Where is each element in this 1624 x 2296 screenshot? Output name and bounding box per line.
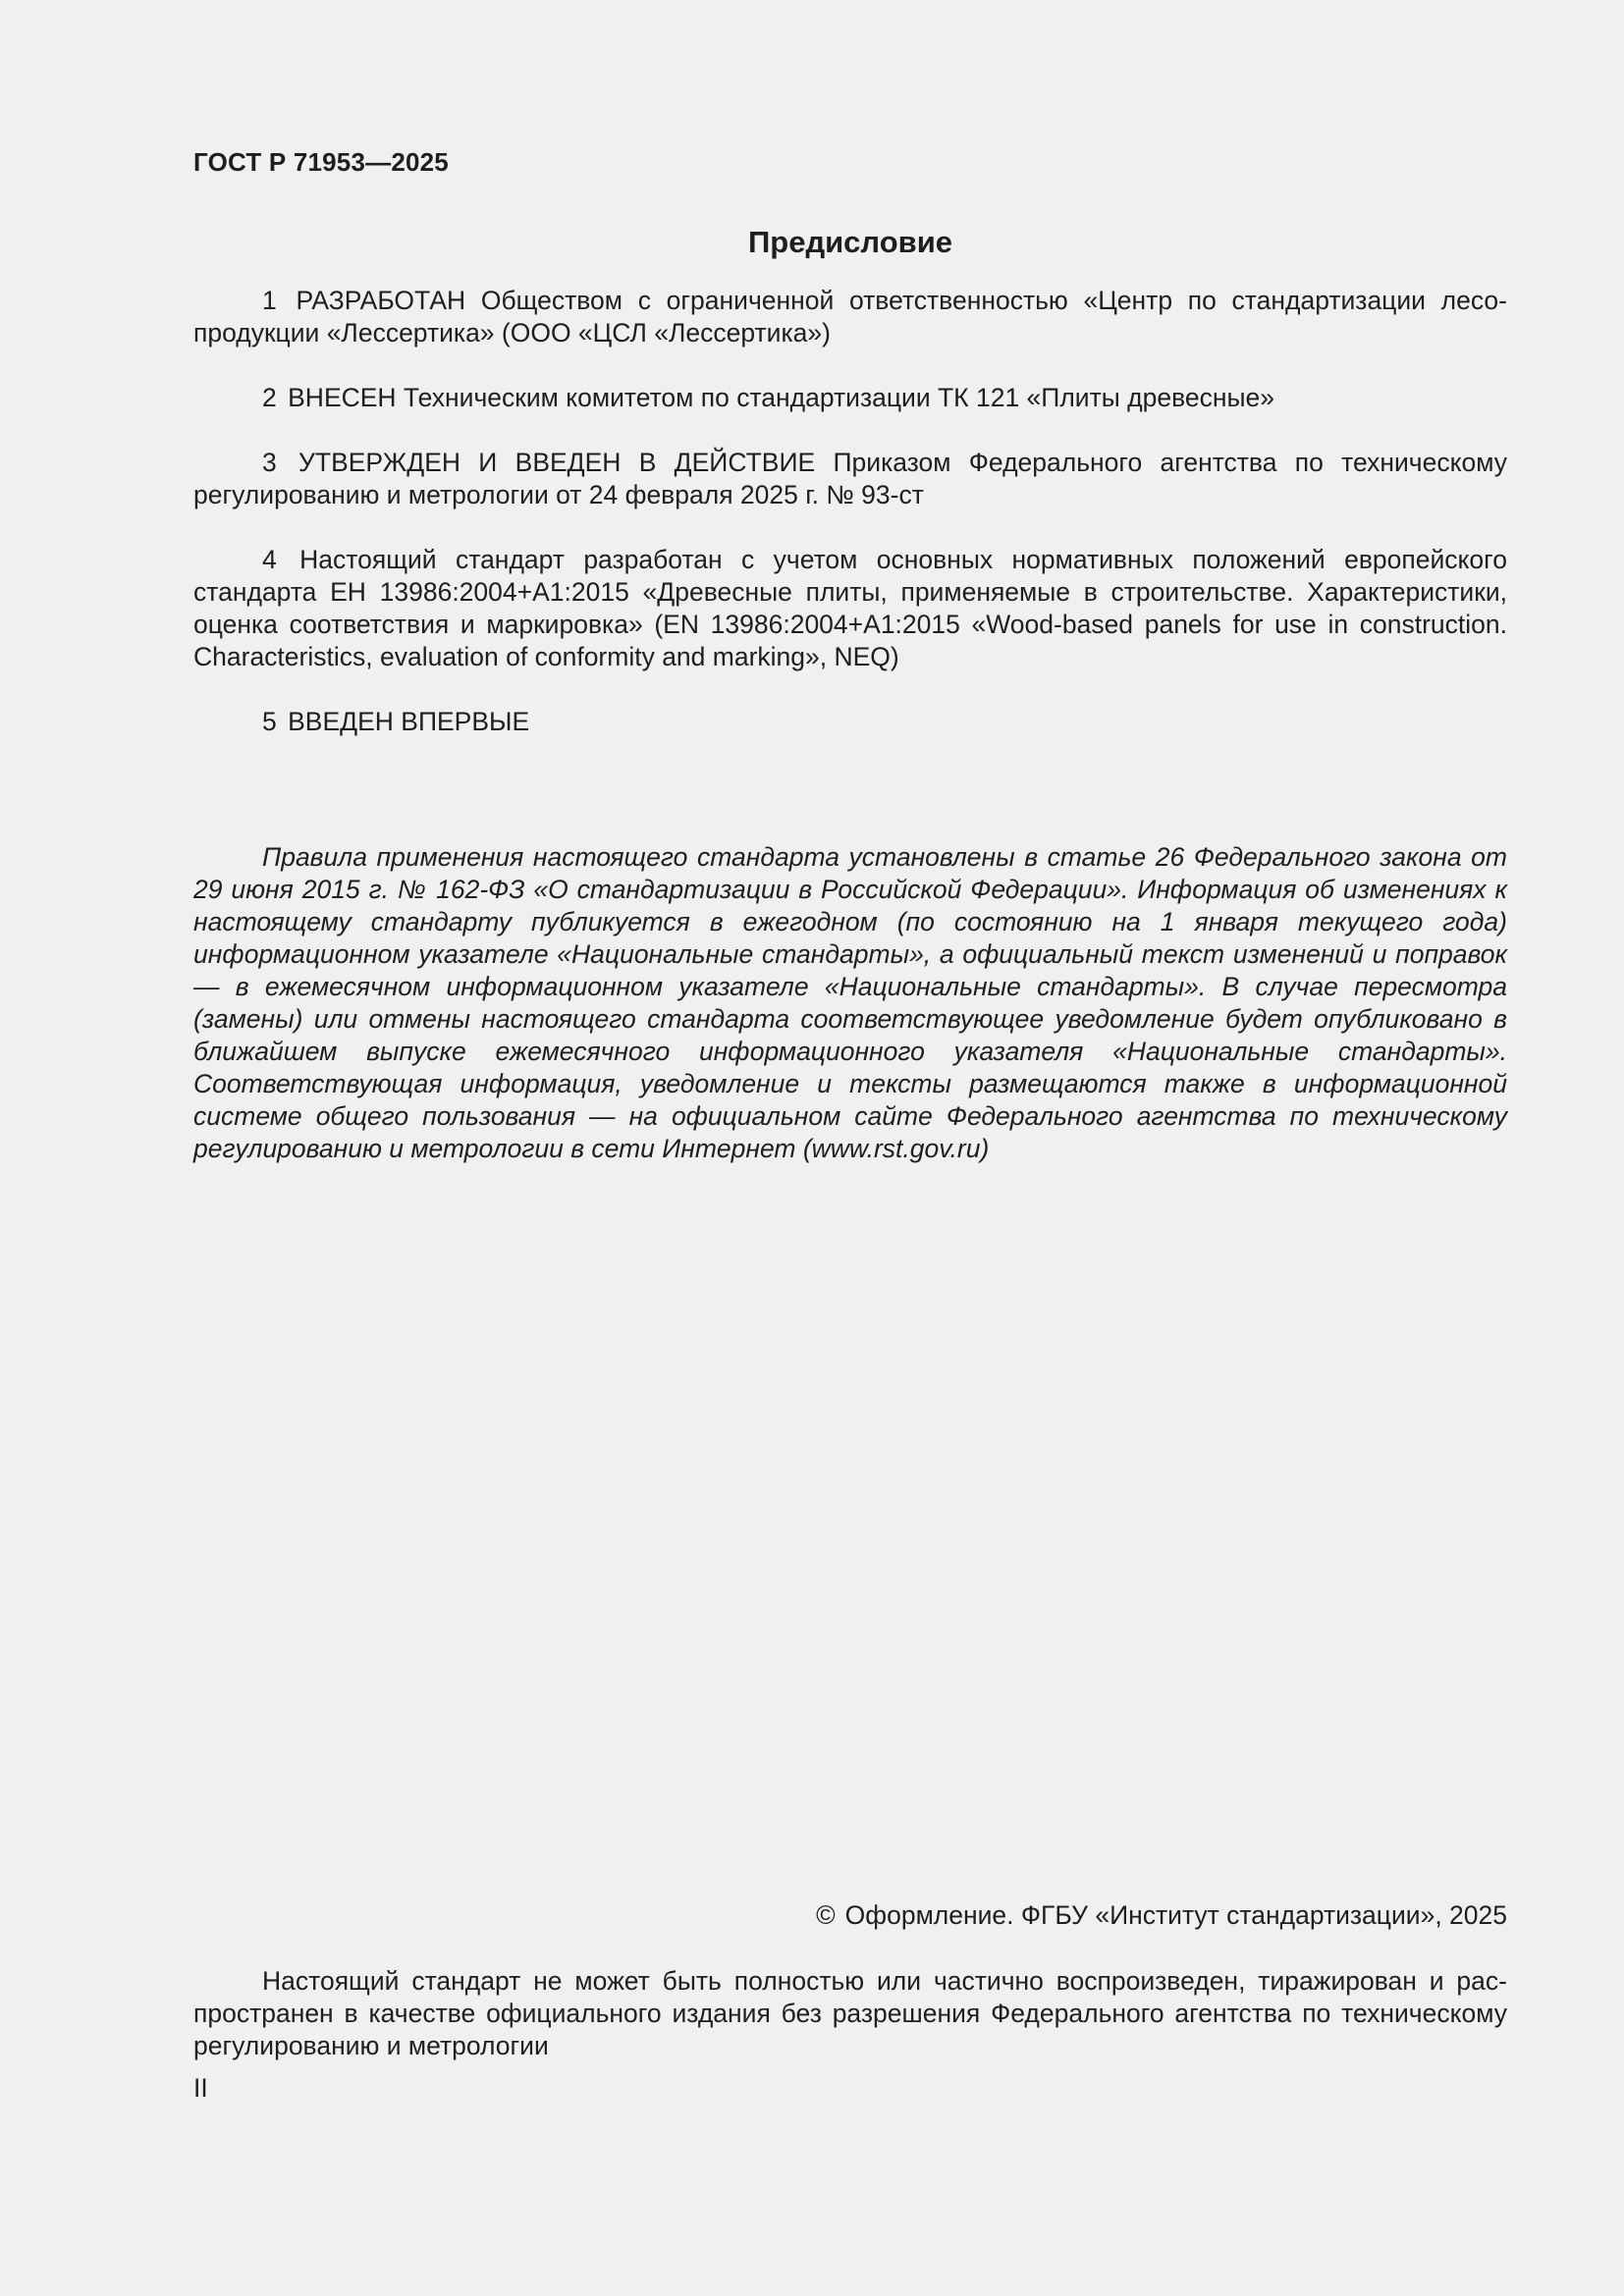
rules-notice: Правила применения настоящего стандарта установлены в статье 26 Федерального закона от 29 июня 2015 г. № 162-ФЗ «О стандартизации в Российской Федерации». Информация об изменениях к настоящему стандарту публикуется в ежегодном (по состоянию на 1 января текущего года) информационном указателе «Национальные стандарты», а официальный текст изменений и поправок — в ежемесячном информационном указателе «Национальные стандарты». В случае пересмотра (замены) или отмены настоящего стандарта соответствующее уведомление будет опубликовано в ближайшем выпуске ежемесячного информационного указателя «Национальные стандарты». Соответствующая информация, уведомление и тексты размещаются также в информационной системе общего пользования — на официальном сайте Федерального агентства по техническому регулированию и метрологии в сети Интернет (www.rst.gov.ru) <box>193 842 1507 1163</box>
item-number: 4 <box>262 545 277 574</box>
page-number: II <box>193 2073 208 2103</box>
preface-items <box>193 285 1507 771</box>
preface-item <box>193 544 1507 673</box>
copyright-line <box>816 1899 1507 1932</box>
item-number: 5 <box>262 707 277 736</box>
item-text: РАЗРАБОТАН Обществом с ограниченной ответственностью «Центр по стандартизации лесопродукции «Лессертика» (ООО «ЦСЛ «Лессертика») <box>193 286 1507 347</box>
preface-item <box>193 285 1507 349</box>
preface-item <box>193 706 1507 738</box>
item-text: ВВЕДЕН ВПЕРВЫЕ <box>288 707 530 736</box>
item-text: Настоящий стандарт разработан с учетом основных нормативных положений европейского стандарта ЕН 13986:2004+А1:2015 «Древесные плиты, применяемые в строительстве. Характеристики, оценка соответствия и маркировка» (EN 13986:2004+A1:2015 «Wood-based panels for use in construction. Characteristics, evaluation of conformity and marking», NEQ) <box>193 545 1507 671</box>
reproduction-notice: Настоящий стандарт не может быть полностью или частично воспроизведен, тиражирован и распространен в качестве официального издания без разрешения Федерального агентства по техническому регулированию и метрологии <box>193 1966 1507 2060</box>
preface-title: Предисловие <box>747 225 952 259</box>
item-number: 2 <box>262 383 277 412</box>
document-page <box>193 0 1507 2296</box>
item-number: 3 <box>262 448 277 477</box>
preface-item <box>193 447 1507 511</box>
item-number: 1 <box>262 286 277 315</box>
copyright-text: Оформление. ФГБУ «Институт стандартизации», 2025 <box>844 1900 1507 1930</box>
item-text: ВНЕСЕН Техническим комитетом по стандартизации ТК 121 «Плиты древесные» <box>288 383 1275 412</box>
document-code: ГОСТ Р 71953—2025 <box>193 147 449 177</box>
item-text: УТВЕРЖДЕН И ВВЕДЕН В ДЕЙСТВИЕ Приказом Федерального агентства по техническому регулированию и метрологии от 24 февраля 2025 г. № 93-ст <box>193 448 1507 509</box>
copyright-icon: © <box>816 1900 836 1930</box>
preface-item <box>193 382 1507 414</box>
